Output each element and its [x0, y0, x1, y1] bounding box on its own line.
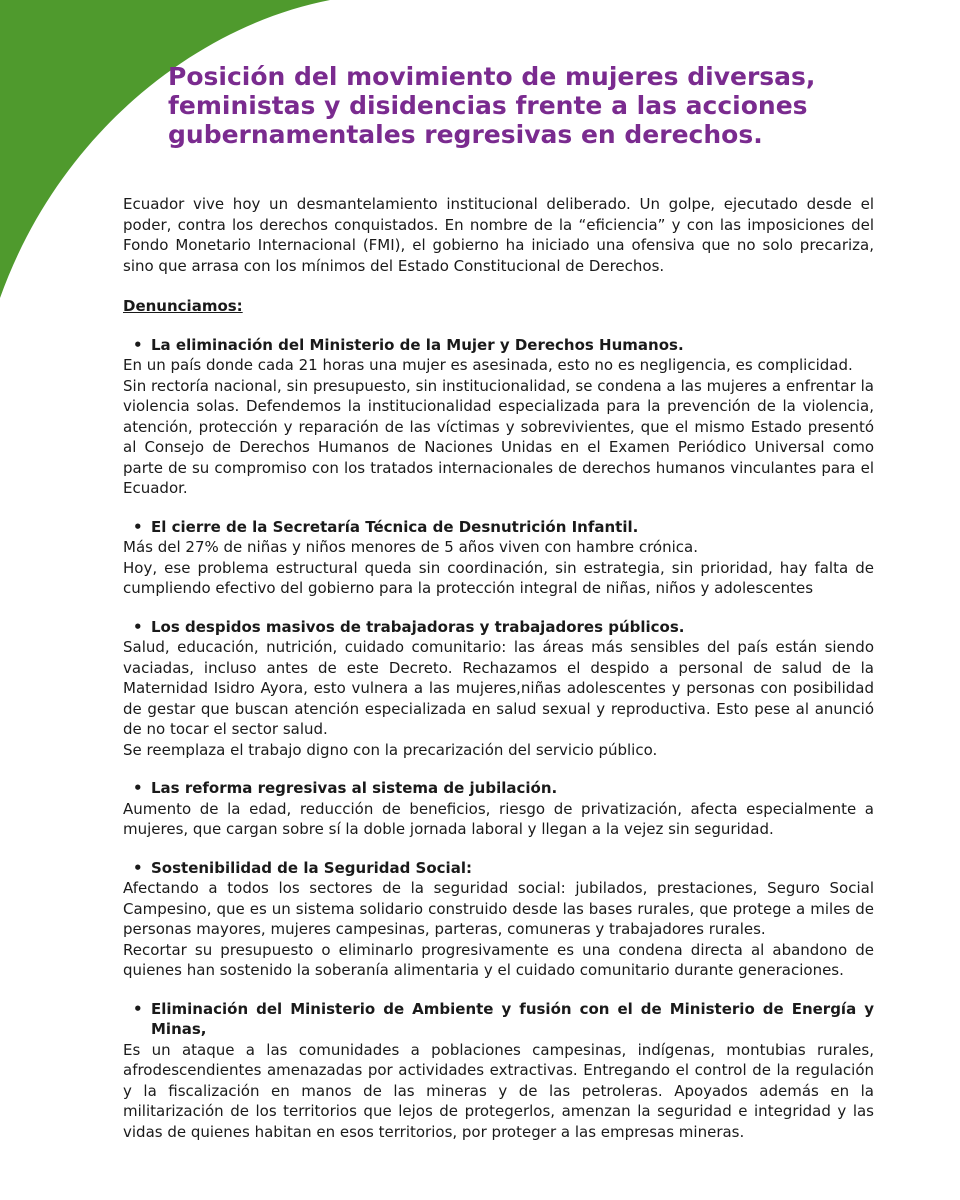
item-paragraph: Sin rectoría nacional, sin presupuesto, sin institucionalidad, se condena a las mujeres a enfrentar la violencia solas. Defendemos la institucionalidad especializada para la prevención de la violencia, atención, protección y reparación de las víctimas y sobrevivientes, que el mismo Estado presentó al Consejo de Derechos Humanos de Naciones Unidas en el Examen Periódico Universal como parte de su compromiso con los tratados internacionales de derechos humanos vinculantes para el Ecuador. [123, 376, 874, 497]
item-paragraph: En un país donde cada 21 horas una mujer es asesinada, esto no es negligencia, es complicidad. [123, 356, 853, 374]
item-paragraph: Hoy, ese problema estructural queda sin coordinación, sin estrategia, sin prioridad, hay falta de cumpliendo efectivo del gobierno para la protección integral de niñas, niños y adolescentes [123, 558, 874, 597]
list-item [123, 617, 874, 761]
bullet-icon: • [133, 779, 143, 797]
item-title [123, 517, 874, 538]
item-body [123, 1040, 874, 1143]
item-paragraph: Aumento de la edad, reducción de beneficios, riesgo de privatización, afecta especialmente a mujeres, que cargan sobre sí la doble jornada laboral y llegan a la vejez sin seguridad. [123, 799, 874, 838]
bullet-icon: • [133, 858, 143, 877]
list-item [123, 517, 874, 599]
item-title [123, 335, 874, 356]
page-title: Posición del movimiento de mujeres diversas, feministas y disidencias frente a las acciones gubernamentales regresivas en derechos. [168, 62, 816, 149]
item-paragraph: Se reemplaza el trabajo digno con la precarización del servicio público. [123, 740, 658, 759]
document-body [123, 194, 874, 1160]
list-item [123, 858, 874, 981]
item-title-text: Las reforma regresivas al sistema de jubilación. [151, 779, 558, 797]
item-body [123, 799, 874, 840]
item-body [123, 537, 874, 599]
item-paragraph: Recortar su presupuesto o eliminarlo progresivamente es una condena directa al abandono de quienes han sostenido la soberanía alimentaria y el cuidado comunitario durante generaciones. [123, 940, 874, 979]
item-paragraph: Salud, educación, nutrición, cuidado comunitario: las áreas más sensibles del país están siendo vaciadas, incluso antes de este Decreto. Rechazamos el despido a personal de salud de la Maternidad Isidro Ayora, esto vulnera a las mujeres,niñas adolescentes y personas con posibilidad de gestar que buscan atención especializada en salud sexual y reproductiva. Esto pese al anunció de no tocar el sector salud. [123, 638, 874, 738]
item-title [123, 999, 874, 1040]
item-body [123, 878, 874, 981]
list-item [123, 999, 874, 1143]
item-title-text: Sostenibilidad de la Seguridad Social: [151, 858, 472, 877]
bullet-icon: • [133, 617, 143, 636]
item-paragraph: Es un ataque a las comunidades a poblaciones campesinas, indígenas, montubias rurales, afrodescendientes amenazadas por actividades extractivas. Entregando el control de la regulación y la fiscalización en manos de las mineras y de las petroleras. Apoyados además en la militarización de los territorios que lejos de protegerlos, amenzan la seguridad e integridad y las vidas de quienes habitan en esos territorios, por proteger a las empresas mineras. [123, 1040, 874, 1141]
item-body [123, 355, 874, 499]
list-item [123, 778, 874, 840]
item-paragraph: Afectando a todos los sectores de la seguridad social: jubilados, prestaciones, Seguro Social Campesino, que es un sistema solidario construido desde las bases rurales, que protege a miles de personas mayores, mujeres campesinas, parteras, comuneras y trabajadores rurales. [123, 879, 874, 938]
intro-paragraph: Ecuador vive hoy un desmantelamiento institucional deliberado. Un golpe, ejecutado desde el poder, contra los derechos conquistados. En nombre de la “eficiencia” y con las imposiciones del Fondo Monetario Internacional (FMI), el gobierno ha iniciado una ofensiva que no solo precariza, sino que arrasa con los mínimos del Estado Constitucional de Derechos. [123, 195, 874, 275]
item-title [123, 617, 874, 638]
item-title [123, 858, 874, 879]
item-title-text: Eliminación del Ministerio de Ambiente y fusión con el de Ministerio de Energía y Minas, [151, 999, 874, 1038]
list-item [123, 335, 874, 499]
denounce-heading: Denunciamos: [123, 297, 243, 315]
bullet-icon: • [133, 335, 143, 354]
bullet-icon: • [133, 999, 143, 1018]
item-body [123, 637, 874, 760]
item-paragraph: Más del 27% de niñas y niños menores de 5 años viven con hambre crónica. [123, 538, 698, 556]
bullet-icon: • [133, 517, 143, 536]
item-title-text: El cierre de la Secretaría Técnica de Desnutrición Infantil. [151, 517, 639, 536]
item-title-text: La eliminación del Ministerio de la Mujer y Derechos Humanos. [151, 335, 684, 354]
item-title [123, 778, 874, 799]
item-title-text: Los despidos masivos de trabajadoras y trabajadores públicos. [151, 617, 685, 636]
